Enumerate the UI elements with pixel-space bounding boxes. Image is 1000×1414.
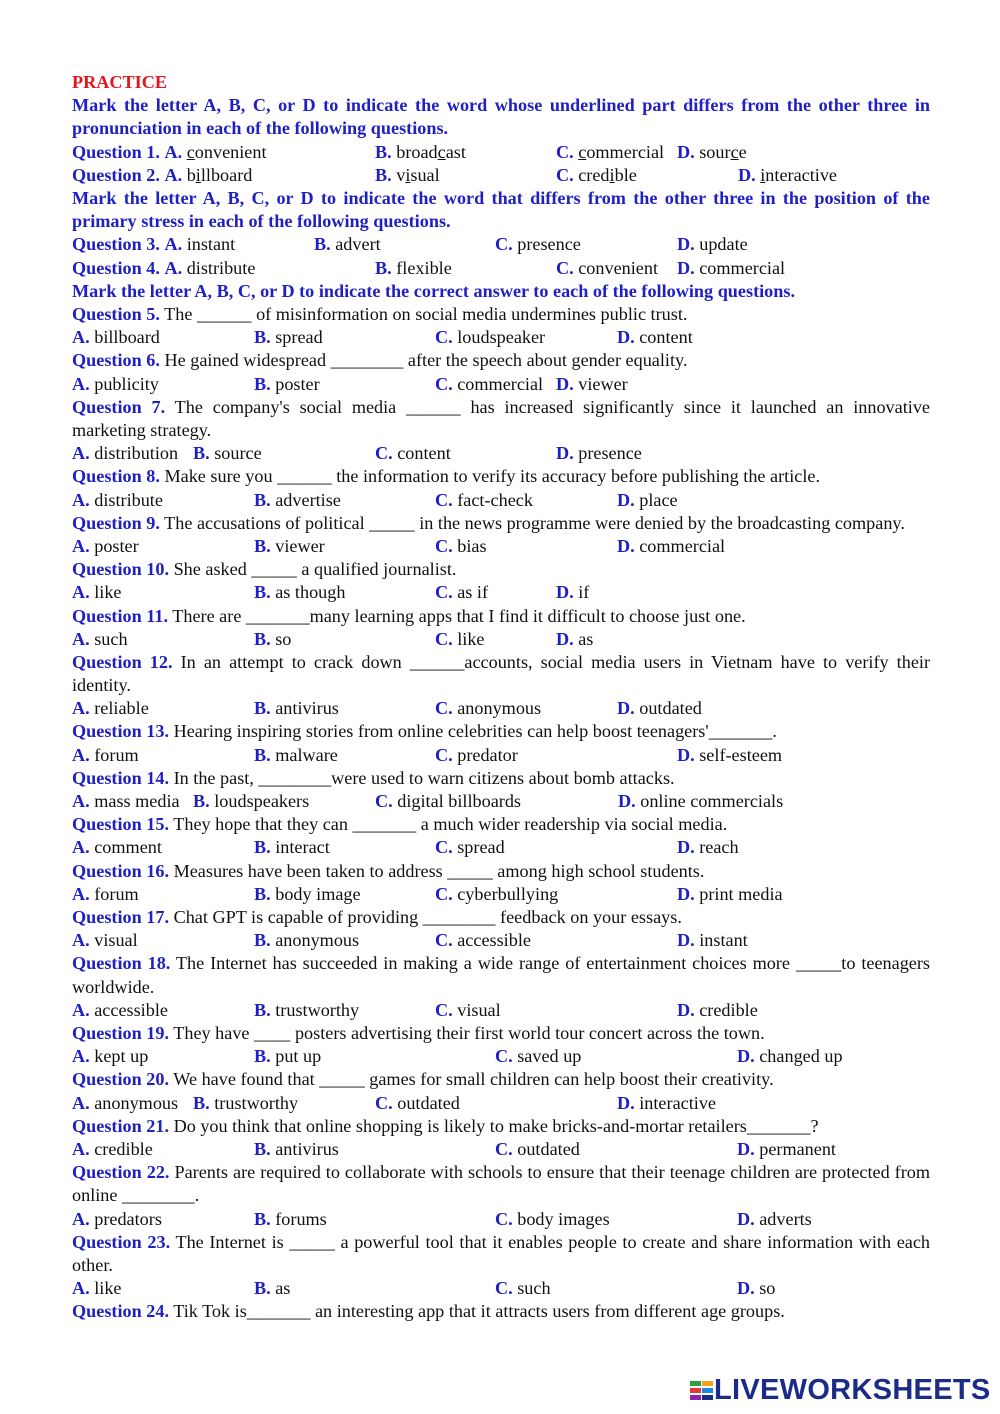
option-c[interactable]: C. outdated	[375, 1092, 460, 1113]
question-19-stem	[72, 1022, 930, 1045]
question-2	[72, 164, 930, 187]
question-label: Question 22.	[72, 1162, 170, 1183]
question-6-stem	[72, 349, 930, 372]
option-b[interactable]: B. as though	[254, 582, 346, 603]
option-b[interactable]: B. so	[254, 628, 292, 649]
question-11-options	[72, 628, 930, 651]
option-a[interactable]: A. poster	[72, 535, 139, 556]
option-a[interactable]: A. mass media	[72, 791, 180, 812]
option-a[interactable]: A. kept up	[72, 1046, 149, 1067]
option-a[interactable]: A. credible	[72, 1139, 153, 1160]
question-19-options	[72, 1045, 930, 1068]
section-instruction-mcq: Mark the letter A, B, C, or D to indicate the correct answer to each of the following questions.	[72, 280, 796, 301]
question-8-stem	[72, 465, 930, 488]
question-label: Question 6.	[72, 350, 160, 371]
option-d[interactable]: D. changed up	[737, 1046, 843, 1067]
option-c[interactable]: C. loudspeaker	[435, 327, 546, 348]
option-d[interactable]: D. commercial	[617, 535, 726, 556]
question-label: Question 10.	[72, 559, 170, 580]
question-label: Question 17.	[72, 907, 170, 928]
option-d[interactable]: D. print media	[677, 883, 783, 904]
question-label: Question 24.	[72, 1301, 170, 1322]
option-c[interactable]: C. such	[495, 1278, 551, 1299]
question-label: Question 11.	[72, 605, 169, 626]
option-a[interactable]: A. forum	[72, 883, 139, 904]
option-c[interactable]: C. saved up	[495, 1046, 582, 1067]
option-c[interactable]: C. body images	[495, 1208, 610, 1229]
question-label: Question 20.	[72, 1069, 170, 1090]
question-text: The company's social media ______ has increased significantly since it launched an innovative marketing strategy.	[72, 396, 930, 440]
option-c[interactable]: C. as if	[435, 582, 489, 603]
question-14-stem	[72, 767, 930, 790]
question-4	[72, 257, 930, 280]
option-a[interactable]: A. like	[72, 1278, 122, 1299]
question-label: Question 8.	[72, 466, 160, 487]
question-18-options	[72, 999, 930, 1022]
question-text: The Internet has succeeded in making a wide range of entertainment choices more _____to teenagers worldwide.	[72, 953, 930, 997]
option-b[interactable]: B. antivirus	[254, 1139, 339, 1160]
question-text: Hearing inspiring stories from online celebrities can help boost teenagers'_______.	[173, 721, 777, 742]
option-c[interactable]: C. convenient	[556, 257, 659, 278]
option-d[interactable]: D. credible	[677, 999, 758, 1020]
liveworksheets-logo	[690, 1374, 991, 1407]
page-title: PRACTICE	[72, 72, 167, 92]
liveworksheets-logo-icon	[690, 1379, 714, 1403]
option-a[interactable]: A. anonymous	[72, 1092, 179, 1113]
question-5-options	[72, 326, 930, 349]
option-d[interactable]: D. presence	[556, 443, 642, 464]
brand-name: LIVEWORKSHEETS	[714, 1374, 991, 1406]
question-16-options	[72, 883, 930, 906]
question-text: Measures have been taken to address _____ among high school students.	[173, 860, 705, 881]
option-b[interactable]: B. viewer	[254, 535, 325, 556]
option-c[interactable]: C. presence	[495, 234, 581, 255]
worksheet	[72, 71, 930, 1324]
question-label: Question 14.	[72, 767, 170, 788]
q1-option-c[interactable]: C. commercial	[556, 141, 665, 162]
question-8-options	[72, 489, 930, 512]
option-a[interactable]: A. reliable	[72, 698, 149, 719]
question-24-stem	[72, 1300, 930, 1323]
question-text: Do you think that online shopping is likely to make bricks-and-mortar retailers_______?	[173, 1115, 819, 1136]
question-label: Question 13.	[72, 721, 170, 742]
option-b[interactable]: B. loudspeakers	[193, 791, 310, 812]
option-c[interactable]: C. fact-check	[435, 489, 533, 510]
option-a[interactable]: A. predators	[72, 1208, 162, 1229]
question-9-stem	[72, 512, 930, 535]
option-a[interactable]: A. comment	[72, 837, 162, 858]
option-b[interactable]: B. source	[193, 443, 262, 464]
question-text: They have ____ posters advertising their first world tour concert across the town.	[173, 1023, 765, 1044]
question-label: Question 15.	[72, 814, 170, 835]
question-label: Question 18.	[72, 953, 171, 974]
section-instruction-stress: Mark the letter A, B, C, or D to indicate the word that differs from the other three in the position of the primary stress in each of the following questions.	[72, 187, 930, 232]
question-17-options	[72, 929, 930, 952]
option-b[interactable]: B. malware	[254, 744, 338, 765]
option-b[interactable]: B. spread	[254, 327, 323, 348]
question-text: We have found that _____ games for small children can help boost their creativity.	[173, 1069, 774, 1090]
question-text: The accusations of political _____ in the news programme were denied by the broadcasting company.	[164, 512, 905, 533]
option-d[interactable]: D. viewer	[556, 373, 628, 394]
question-7-stem	[72, 396, 930, 442]
option-c[interactable]: C. accessible	[435, 930, 531, 951]
section-instruction-pronunciation: Mark the letter A, B, C, or D to indicate the word whose underlined part differs from the other three in pronunciation in each of the following questions.	[72, 95, 930, 139]
question-text: There are _______many learning apps that I find it difficult to choose just one.	[172, 605, 746, 626]
question-text: They hope that they can _______ a much wider readership via social media.	[173, 814, 728, 835]
q1-option-a[interactable]: Question 1. A. convenient	[72, 141, 267, 162]
question-text: Chat GPT is capable of providing ________ feedback on your essays.	[173, 907, 682, 928]
question-label: Question 19.	[72, 1023, 170, 1044]
question-13-stem	[72, 720, 930, 743]
question-list	[72, 303, 930, 1324]
question-9-options	[72, 535, 930, 558]
option-b[interactable]: B. trustworthy	[254, 999, 360, 1020]
question-23-stem	[72, 1231, 930, 1277]
option-a[interactable]: A. visual	[72, 930, 138, 951]
question-text: Parents are required to collaborate with schools to ensure that their teenage children are protected from online ________.	[72, 1162, 931, 1206]
question-label: Question 23.	[72, 1231, 171, 1252]
option-c[interactable]: C. like	[435, 628, 485, 649]
question-7-options	[72, 442, 930, 465]
q2-option-d[interactable]: D. interactive	[738, 164, 837, 185]
option-b[interactable]: B. flexible	[375, 257, 452, 278]
question-text: The ______ of misinformation on social media undermines public trust.	[164, 303, 688, 324]
question-label: Question 12.	[72, 651, 173, 672]
q2-option-b[interactable]: B. visual	[375, 164, 440, 185]
option-c[interactable]: C. visual	[435, 999, 501, 1020]
option-b[interactable]: B. put up	[254, 1046, 322, 1067]
question-20-options	[72, 1092, 930, 1115]
option-b[interactable]: B. body image	[254, 883, 361, 904]
q1-option-b[interactable]: B. broadcast	[375, 141, 466, 162]
option-c[interactable]: C. content	[375, 443, 451, 464]
option-a[interactable]: A. accessible	[72, 999, 168, 1020]
option-a[interactable]: A. billboard	[72, 327, 160, 348]
option-a[interactable]: Question 3. A. instant	[72, 234, 236, 255]
question-12-options	[72, 697, 930, 720]
question-21-stem	[72, 1115, 930, 1138]
option-b[interactable]: B. forums	[254, 1208, 327, 1229]
option-d[interactable]: D. outdated	[617, 698, 702, 719]
question-label: Question 5.	[72, 303, 160, 324]
question-label: Question 16.	[72, 860, 170, 881]
question-22-options	[72, 1208, 930, 1231]
option-a[interactable]: A. distribute	[72, 489, 163, 510]
question-22-stem	[72, 1161, 930, 1207]
question-18-stem	[72, 952, 930, 998]
option-a[interactable]: A. forum	[72, 744, 139, 765]
option-d[interactable]: D. content	[617, 327, 693, 348]
question-6-options	[72, 373, 930, 396]
option-d[interactable]: D. as	[556, 628, 594, 649]
option-d[interactable]: D. place	[617, 489, 678, 510]
option-d[interactable]: D. commercial	[677, 257, 786, 278]
question-20-stem	[72, 1068, 930, 1091]
question-11-stem	[72, 605, 930, 628]
question-text: Make sure you ______ the information to verify its accuracy before publishing the article.	[164, 466, 821, 487]
option-b[interactable]: B. trustworthy	[193, 1092, 299, 1113]
option-c[interactable]: C. predator	[435, 744, 518, 765]
question-14-options	[72, 790, 930, 813]
option-b[interactable]: B. antivirus	[254, 698, 339, 719]
option-c[interactable]: C. commercial	[435, 373, 544, 394]
q2-option-c[interactable]: C. credible	[556, 164, 637, 185]
option-b[interactable]: B. as	[254, 1278, 291, 1299]
option-b[interactable]: B. anonymous	[254, 930, 360, 951]
question-17-stem	[72, 906, 930, 929]
question-text: In the past, ________were used to warn citizens about bomb attacks.	[173, 767, 675, 788]
option-d[interactable]: D. update	[677, 234, 748, 255]
option-a[interactable]: A. distribution	[72, 443, 179, 464]
option-c[interactable]: C. spread	[435, 837, 505, 858]
option-d[interactable]: D. if	[556, 582, 590, 603]
question-text: She asked _____ a qualified journalist.	[173, 559, 457, 580]
option-c[interactable]: C. digital billboards	[375, 791, 521, 812]
option-d[interactable]: D. self-esteem	[677, 744, 783, 765]
question-label: Question 21.	[72, 1115, 170, 1136]
option-c[interactable]: C. anonymous	[435, 698, 542, 719]
question-12-stem	[72, 651, 930, 697]
question-21-options	[72, 1138, 930, 1161]
option-d[interactable]: D. online commercials	[618, 791, 784, 812]
question-15-options	[72, 836, 930, 859]
option-d[interactable]: D. adverts	[737, 1208, 812, 1229]
q1-option-d[interactable]: D. source	[677, 141, 747, 162]
question-text: Tik Tok is_______ an interesting app that it attracts users from different age groups.	[173, 1301, 785, 1322]
question-3	[72, 233, 930, 256]
question-16-stem	[72, 860, 930, 883]
option-d[interactable]: D. interactive	[617, 1092, 716, 1113]
option-c[interactable]: C. bias	[435, 535, 487, 556]
q2-option-a[interactable]: Question 2. A. billboard	[72, 164, 253, 185]
option-d[interactable]: D. reach	[677, 837, 739, 858]
question-1	[72, 141, 930, 164]
option-b[interactable]: B. advertise	[254, 489, 341, 510]
option-b[interactable]: B. poster	[254, 373, 320, 394]
question-10-stem	[72, 558, 930, 581]
question-label: Question 9.	[72, 512, 160, 533]
option-a[interactable]: A. such	[72, 628, 128, 649]
option-d[interactable]: D. permanent	[737, 1139, 836, 1160]
option-a[interactable]: A. like	[72, 582, 122, 603]
question-23-options	[72, 1277, 930, 1300]
option-c[interactable]: C. outdated	[495, 1139, 580, 1160]
question-5-stem	[72, 303, 930, 326]
question-text: He gained widespread ________ after the speech about gender equality.	[164, 350, 688, 371]
option-b[interactable]: B. advert	[314, 234, 381, 255]
option-d[interactable]: D. instant	[677, 930, 748, 951]
option-b[interactable]: B. interact	[254, 837, 330, 858]
question-label: Question 7.	[72, 396, 166, 417]
question-10-options	[72, 581, 930, 604]
option-d[interactable]: D. so	[737, 1278, 776, 1299]
question-13-options	[72, 744, 930, 767]
option-c[interactable]: C. cyberbullying	[435, 883, 559, 904]
option-a[interactable]: Question 4. A. distribute	[72, 257, 256, 278]
question-text: In an attempt to crack down ______accounts, social media users in Vietnam have to verify their identity.	[72, 651, 931, 696]
question-15-stem	[72, 813, 930, 836]
question-text: The Internet is _____ a powerful tool that it enables people to create and share information with each other.	[72, 1231, 931, 1275]
option-a[interactable]: A. publicity	[72, 373, 159, 394]
